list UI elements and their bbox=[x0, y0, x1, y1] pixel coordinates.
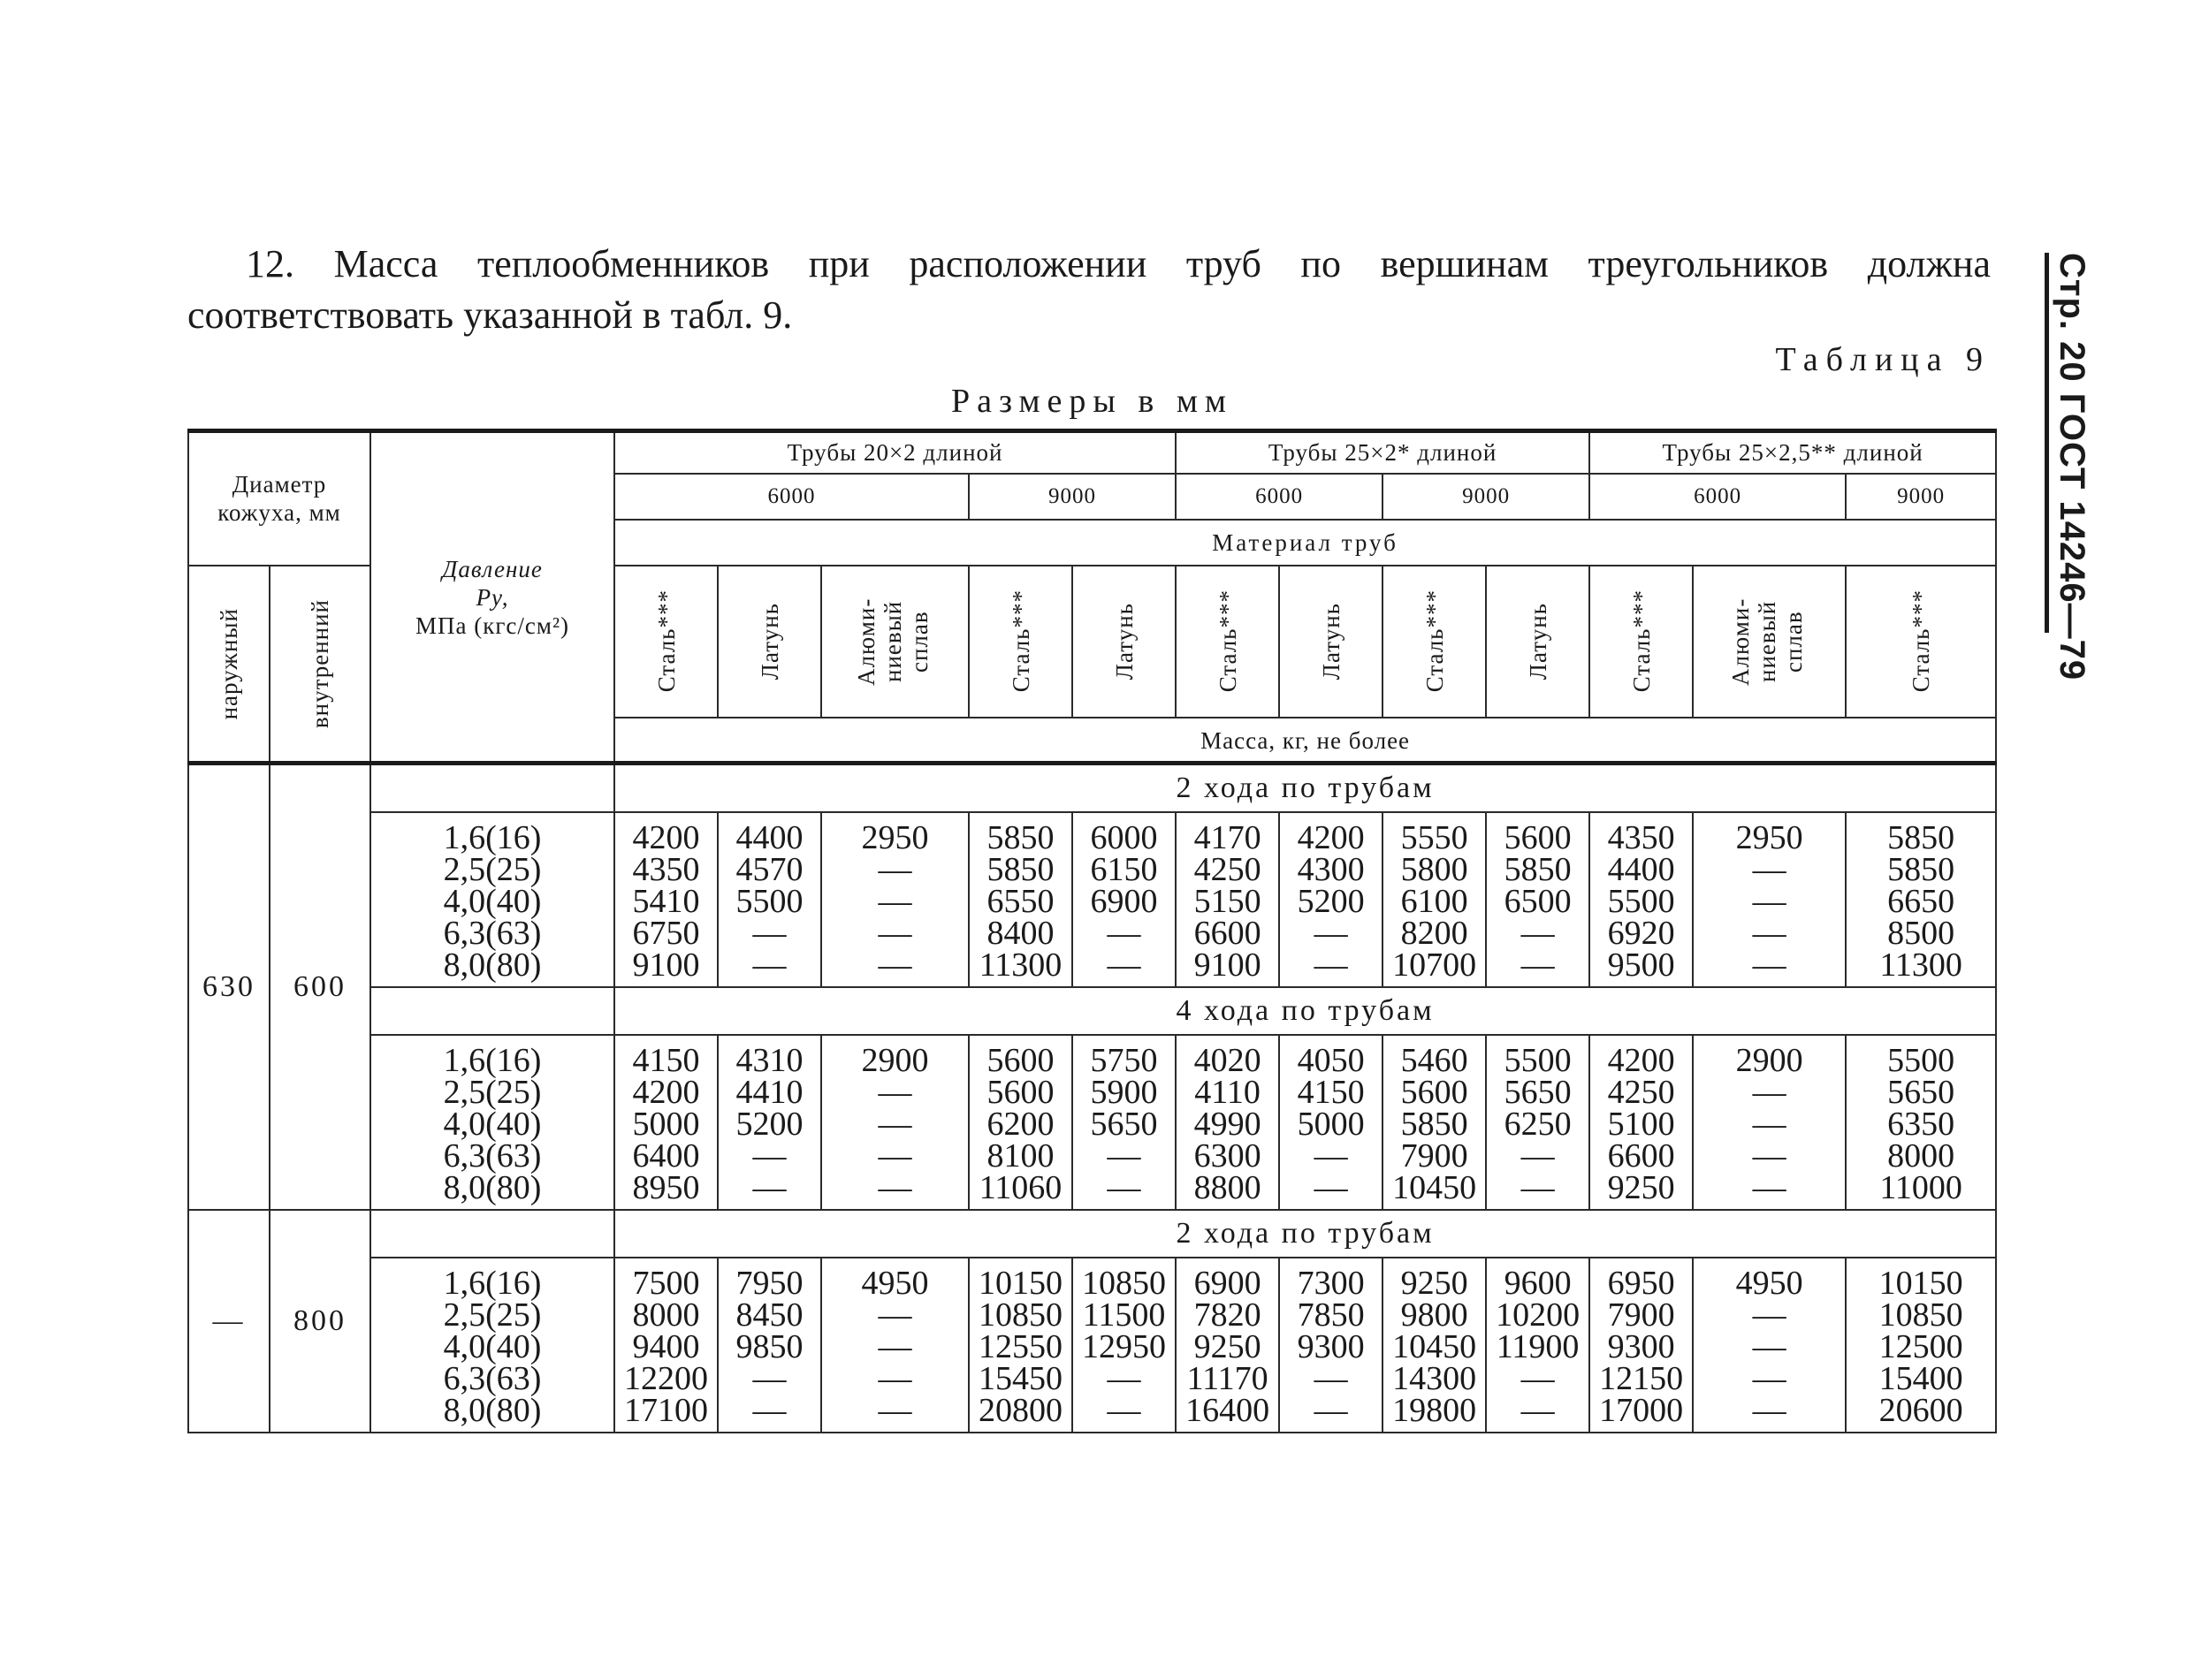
mass-value: — bbox=[1520, 1169, 1555, 1206]
mass-value: 5410 bbox=[632, 883, 700, 920]
pressure-values bbox=[370, 1035, 614, 1210]
mass-value: 6900 bbox=[1193, 1265, 1261, 1302]
mass-value: 5600 bbox=[986, 1074, 1055, 1111]
pressure-value: 1,6(16) bbox=[443, 1265, 542, 1302]
mass-value: 6900 bbox=[1090, 883, 1158, 920]
mass-value: — bbox=[878, 883, 912, 920]
mass-column bbox=[1486, 1258, 1589, 1433]
mass-value: 11300 bbox=[1879, 946, 1962, 984]
pressure-value: 8,0(80) bbox=[443, 1392, 542, 1429]
mass-value: 6750 bbox=[632, 915, 700, 952]
mass-value: 7900 bbox=[1607, 1296, 1675, 1334]
mass-column bbox=[718, 1035, 821, 1210]
mass-value: 4410 bbox=[735, 1074, 804, 1111]
mass-value: — bbox=[752, 915, 787, 952]
mass-value: 9300 bbox=[1297, 1328, 1365, 1365]
mass-value: 6250 bbox=[1504, 1106, 1572, 1143]
mass-value: — bbox=[1752, 1392, 1786, 1429]
mass-value: 5850 bbox=[1887, 819, 1955, 856]
mass-value: 10700 bbox=[1392, 946, 1477, 984]
pressure-value: 2,5(25) bbox=[443, 1296, 542, 1334]
mass-column bbox=[821, 1035, 969, 1210]
mass-value: 8100 bbox=[986, 1137, 1055, 1174]
mass-value: 9600 bbox=[1504, 1265, 1572, 1302]
inner-diameter: 800 bbox=[270, 1210, 370, 1433]
mass-column bbox=[1589, 1258, 1693, 1433]
mass-value: — bbox=[878, 1392, 912, 1429]
mass-value: 6200 bbox=[986, 1106, 1055, 1143]
mass-column bbox=[1846, 812, 1996, 987]
pressure-values bbox=[370, 1258, 614, 1433]
mass-value: — bbox=[878, 1360, 912, 1397]
mass-column bbox=[1693, 1035, 1846, 1210]
pressure-value: 6,3(63) bbox=[443, 915, 542, 952]
mass-value: 5650 bbox=[1887, 1074, 1955, 1111]
mass-value: 4200 bbox=[1297, 819, 1365, 856]
len-header: 6000 bbox=[1176, 474, 1383, 520]
mass-column bbox=[1072, 812, 1176, 987]
mass-value: 2950 bbox=[1735, 819, 1803, 856]
mass-value: — bbox=[1752, 1296, 1786, 1334]
mass-column bbox=[1846, 1035, 1996, 1210]
mass-value: 9250 bbox=[1607, 1169, 1675, 1206]
mass-value: 5550 bbox=[1400, 819, 1468, 856]
mass-value: — bbox=[1107, 1169, 1141, 1206]
mass-column bbox=[1279, 1258, 1383, 1433]
mass-value: — bbox=[1107, 1392, 1141, 1429]
mass-value: 9400 bbox=[632, 1328, 700, 1365]
mass-value: — bbox=[1520, 1392, 1555, 1429]
mass-value: 4350 bbox=[1607, 819, 1675, 856]
material-steel: Сталь*** bbox=[1908, 589, 1935, 693]
mass-value: 10450 bbox=[1392, 1328, 1477, 1365]
mass-value: 4310 bbox=[735, 1042, 804, 1079]
material-steel: Сталь*** bbox=[1627, 589, 1655, 693]
mass-value: 9800 bbox=[1400, 1296, 1468, 1334]
mass-value: 4570 bbox=[735, 851, 804, 888]
mass-value: 11900 bbox=[1496, 1328, 1580, 1365]
mass-column bbox=[969, 1258, 1072, 1433]
material-header: Материал труб bbox=[614, 520, 1996, 566]
mass-value: 10200 bbox=[1496, 1296, 1581, 1334]
mass-value: 4200 bbox=[632, 819, 700, 856]
mass-value: 8800 bbox=[1193, 1169, 1261, 1206]
pressure-value: 2,5(25) bbox=[443, 1074, 542, 1111]
mass-value: 6650 bbox=[1887, 883, 1955, 920]
mass-value: — bbox=[1752, 1360, 1786, 1397]
mass-value: 9100 bbox=[1193, 946, 1261, 984]
mass-value: 8000 bbox=[632, 1296, 700, 1334]
mass-value: 5800 bbox=[1400, 851, 1468, 888]
mass-value: 5850 bbox=[1504, 851, 1572, 888]
mass-value: 9250 bbox=[1193, 1328, 1261, 1365]
mass-value: — bbox=[1314, 915, 1348, 952]
mass-value: 12500 bbox=[1878, 1328, 1963, 1365]
inner-diameter: 600 bbox=[270, 764, 370, 1211]
mass-value: 20600 bbox=[1878, 1392, 1963, 1429]
mass-value: 4400 bbox=[1607, 851, 1675, 888]
mass-value: 15450 bbox=[979, 1360, 1063, 1397]
mass-value: — bbox=[878, 1296, 912, 1334]
mass-value: — bbox=[1752, 946, 1786, 984]
len-header: 9000 bbox=[1383, 474, 1589, 520]
pressure-value: 4,0(40) bbox=[443, 1328, 542, 1365]
mass-value: 4250 bbox=[1607, 1074, 1675, 1111]
mass-value: 4400 bbox=[735, 819, 804, 856]
pressure-value: 1,6(16) bbox=[443, 1042, 542, 1079]
mass-value: 5500 bbox=[1887, 1042, 1955, 1079]
material-brass: Латунь bbox=[1524, 602, 1551, 680]
material-brass: Латунь bbox=[1110, 602, 1138, 680]
outer-header-cell bbox=[188, 566, 270, 764]
mass-value: 4170 bbox=[1193, 819, 1261, 856]
mass-value: — bbox=[1752, 1328, 1786, 1365]
mass-column bbox=[1486, 1035, 1589, 1210]
mass-value: 19800 bbox=[1392, 1392, 1477, 1429]
mass-value: — bbox=[1314, 1169, 1348, 1206]
mass-value: 5500 bbox=[1504, 1042, 1572, 1079]
material-steel: Сталь*** bbox=[1214, 589, 1241, 693]
mass-value: 10450 bbox=[1392, 1169, 1477, 1206]
section-title: 4 хода по трубам bbox=[614, 987, 1996, 1035]
mass-value: 10850 bbox=[979, 1296, 1063, 1334]
mass-value: 8450 bbox=[735, 1296, 804, 1334]
mass-value: 9500 bbox=[1607, 946, 1675, 984]
mass-value: 17000 bbox=[1599, 1392, 1684, 1429]
mass-value: — bbox=[878, 1074, 912, 1111]
mass-column bbox=[1486, 812, 1589, 987]
mass-value: — bbox=[878, 946, 912, 984]
mass-value: — bbox=[752, 1392, 787, 1429]
mass-column bbox=[614, 1258, 718, 1433]
mass-column bbox=[1693, 812, 1846, 987]
mass-value: — bbox=[878, 1169, 912, 1206]
mass-value: 5150 bbox=[1193, 883, 1261, 920]
mass-value: — bbox=[1752, 915, 1786, 952]
mass-value: — bbox=[1752, 1106, 1786, 1143]
inner-header: внутренний bbox=[307, 598, 333, 728]
mass-header: Масса, кг, не более bbox=[614, 718, 1996, 764]
mass-value: 12550 bbox=[979, 1328, 1063, 1365]
material-brass: Латунь bbox=[1317, 602, 1344, 680]
mass-value: 12200 bbox=[624, 1360, 709, 1397]
mass-value: 5900 bbox=[1090, 1074, 1158, 1111]
mass-value: 5000 bbox=[1297, 1106, 1365, 1143]
len-header: 9000 bbox=[969, 474, 1176, 520]
mass-value: 17100 bbox=[624, 1392, 709, 1429]
outer-diameter: 630 bbox=[188, 764, 270, 1211]
mass-column bbox=[969, 1035, 1072, 1210]
mass-value: 5600 bbox=[1504, 819, 1572, 856]
mass-value: 5750 bbox=[1090, 1042, 1158, 1079]
mass-value: 9300 bbox=[1607, 1328, 1675, 1365]
mass-value: 6300 bbox=[1193, 1137, 1261, 1174]
table-units: Размеры в мм bbox=[951, 383, 1233, 420]
mass-value: 5500 bbox=[735, 883, 804, 920]
material-steel: Сталь*** bbox=[1007, 589, 1034, 693]
mass-value: 4200 bbox=[632, 1074, 700, 1111]
mass-value: — bbox=[752, 1169, 787, 1206]
mass-value: 6950 bbox=[1607, 1265, 1675, 1302]
mass-value: — bbox=[1314, 946, 1348, 984]
len-header: 6000 bbox=[614, 474, 969, 520]
mass-value: — bbox=[1314, 1392, 1348, 1429]
mass-value: 5600 bbox=[986, 1042, 1055, 1079]
mass-table bbox=[187, 429, 1997, 1433]
paragraph-number: 12. bbox=[246, 242, 294, 285]
mass-value: 11000 bbox=[1879, 1169, 1962, 1206]
mass-value: 7900 bbox=[1400, 1137, 1468, 1174]
mass-value: 2900 bbox=[861, 1042, 929, 1079]
section-title: 2 хода по трубам bbox=[614, 1210, 1996, 1258]
mass-value: 4250 bbox=[1193, 851, 1261, 888]
mass-column bbox=[1279, 1035, 1383, 1210]
mass-column bbox=[1693, 1258, 1846, 1433]
mass-value: 6500 bbox=[1504, 883, 1572, 920]
pressure-value: 4,0(40) bbox=[443, 883, 542, 920]
mass-value: 8200 bbox=[1400, 915, 1468, 952]
mass-value: 4350 bbox=[632, 851, 700, 888]
mass-column bbox=[1383, 1035, 1486, 1210]
mass-value: 6350 bbox=[1887, 1106, 1955, 1143]
mass-column bbox=[1072, 1258, 1176, 1433]
mass-column bbox=[969, 812, 1072, 987]
mass-value: 12150 bbox=[1599, 1360, 1684, 1397]
mass-value: 4150 bbox=[1297, 1074, 1365, 1111]
mass-value: — bbox=[1314, 1360, 1348, 1397]
mass-column bbox=[1589, 812, 1693, 987]
mass-value: 9850 bbox=[735, 1328, 804, 1365]
group-tubes-25x25: Трубы 25×2,5** длиной bbox=[1589, 431, 1996, 474]
mass-column bbox=[1176, 812, 1279, 987]
mass-value: 10150 bbox=[979, 1265, 1063, 1302]
mass-value: — bbox=[1107, 1137, 1141, 1174]
mass-value: 5460 bbox=[1400, 1042, 1468, 1079]
mass-value: 5850 bbox=[1400, 1106, 1468, 1143]
mass-value: 9100 bbox=[632, 946, 700, 984]
intro-paragraph bbox=[187, 239, 1991, 341]
mass-value: — bbox=[1752, 851, 1786, 888]
mass-column bbox=[821, 812, 969, 987]
mass-value: 11170 bbox=[1186, 1360, 1268, 1397]
mass-value: 4200 bbox=[1607, 1042, 1675, 1079]
group-tubes-20x2: Трубы 20×2 длиной bbox=[614, 431, 1176, 474]
mass-value: 10850 bbox=[1082, 1265, 1167, 1302]
mass-value: 8000 bbox=[1887, 1137, 1955, 1174]
running-header bbox=[2033, 253, 2104, 681]
mass-column bbox=[1846, 1258, 1996, 1433]
mass-value: 12950 bbox=[1082, 1328, 1167, 1365]
mass-value: — bbox=[752, 1137, 787, 1174]
mass-column bbox=[821, 1258, 969, 1433]
mass-value: 5850 bbox=[1887, 851, 1955, 888]
mass-value: — bbox=[1752, 883, 1786, 920]
mass-value: 7500 bbox=[632, 1265, 700, 1302]
material-aluminium: Алюми-ниевый сплав bbox=[852, 597, 933, 686]
mass-value: — bbox=[1107, 1360, 1141, 1397]
mass-column bbox=[1383, 812, 1486, 987]
mass-value: 5100 bbox=[1607, 1106, 1675, 1143]
mass-value: — bbox=[878, 915, 912, 952]
table-title: Таблица 9 bbox=[1775, 341, 1991, 378]
mass-value: — bbox=[1752, 1074, 1786, 1111]
outer-diameter: — bbox=[188, 1210, 270, 1433]
mass-value: 4110 bbox=[1194, 1074, 1261, 1111]
mass-value: 16400 bbox=[1185, 1392, 1270, 1429]
pressure-value: 6,3(63) bbox=[443, 1360, 542, 1397]
mass-value: 15400 bbox=[1878, 1360, 1963, 1397]
mass-value: — bbox=[1520, 915, 1555, 952]
mass-column bbox=[1279, 812, 1383, 987]
mass-column bbox=[1176, 1035, 1279, 1210]
mass-value: 6600 bbox=[1193, 915, 1261, 952]
outer-header: наружный bbox=[216, 607, 242, 719]
mass-column bbox=[1589, 1035, 1693, 1210]
mass-value: — bbox=[878, 1137, 912, 1174]
mass-value: 9250 bbox=[1400, 1265, 1468, 1302]
material-steel: Сталь*** bbox=[652, 589, 680, 693]
mass-value: — bbox=[1107, 946, 1141, 984]
mass-value: — bbox=[878, 851, 912, 888]
mass-value: 7300 bbox=[1297, 1265, 1365, 1302]
pressure-value: 1,6(16) bbox=[443, 819, 542, 856]
material-steel: Сталь*** bbox=[1421, 589, 1448, 693]
mass-column bbox=[1176, 1258, 1279, 1433]
pressure-value: 8,0(80) bbox=[443, 946, 542, 984]
mass-value: 6550 bbox=[986, 883, 1055, 920]
mass-column bbox=[614, 812, 718, 987]
mass-value: 8500 bbox=[1887, 915, 1955, 952]
mass-value: 4990 bbox=[1193, 1106, 1261, 1143]
mass-value: 5850 bbox=[986, 819, 1055, 856]
pressure-value: 4,0(40) bbox=[443, 1106, 542, 1143]
diameter-header: Диаметр кожуха, мм bbox=[188, 431, 370, 566]
mass-value: 5200 bbox=[1297, 883, 1365, 920]
mass-value: — bbox=[878, 1106, 912, 1143]
mass-column bbox=[1072, 1035, 1176, 1210]
mass-value: 4950 bbox=[1735, 1265, 1803, 1302]
mass-value: 5200 bbox=[735, 1106, 804, 1143]
inner-header-cell bbox=[270, 566, 370, 764]
mass-value: 5000 bbox=[632, 1106, 700, 1143]
mass-value: 4050 bbox=[1297, 1042, 1365, 1079]
mass-value: 4020 bbox=[1193, 1042, 1261, 1079]
mass-value: 4300 bbox=[1297, 851, 1365, 888]
mass-value: 11060 bbox=[979, 1169, 1063, 1206]
mass-value: — bbox=[1520, 1360, 1555, 1397]
mass-value: — bbox=[1752, 1169, 1786, 1206]
group-tubes-25x2: Трубы 25×2* длиной bbox=[1176, 431, 1589, 474]
mass-value: 6150 bbox=[1090, 851, 1158, 888]
mass-column bbox=[718, 812, 821, 987]
mass-value: 8400 bbox=[986, 915, 1055, 952]
mass-value: 5500 bbox=[1607, 883, 1675, 920]
mass-value: — bbox=[752, 946, 787, 984]
mass-value: 5600 bbox=[1400, 1074, 1468, 1111]
mass-column bbox=[614, 1035, 718, 1210]
pressure-value: 2,5(25) bbox=[443, 851, 542, 888]
mass-value: 14300 bbox=[1392, 1360, 1477, 1397]
mass-value: 11500 bbox=[1082, 1296, 1166, 1334]
mass-value: 5650 bbox=[1504, 1074, 1572, 1111]
mass-value: 10150 bbox=[1878, 1265, 1963, 1302]
mass-value: — bbox=[1314, 1137, 1348, 1174]
mass-value: 4950 bbox=[861, 1265, 929, 1302]
mass-value: 6920 bbox=[1607, 915, 1675, 952]
mass-value: 5650 bbox=[1090, 1106, 1158, 1143]
mass-value: 6400 bbox=[632, 1137, 700, 1174]
material-aluminium: Алюми-ниевый сплав bbox=[1726, 597, 1807, 686]
mass-value: 2900 bbox=[1735, 1042, 1803, 1079]
mass-value: 10850 bbox=[1878, 1296, 1963, 1334]
mass-value: 6600 bbox=[1607, 1137, 1675, 1174]
mass-column bbox=[1383, 1258, 1486, 1433]
mass-value: — bbox=[1107, 915, 1141, 952]
mass-value: 7950 bbox=[735, 1265, 804, 1302]
mass-value: — bbox=[878, 1328, 912, 1365]
mass-value: 7850 bbox=[1297, 1296, 1365, 1334]
mass-value: — bbox=[1520, 1137, 1555, 1174]
mass-value: 6100 bbox=[1400, 883, 1468, 920]
pressure-values bbox=[370, 812, 614, 987]
pressure-value: 8,0(80) bbox=[443, 1169, 542, 1206]
mass-value: 11300 bbox=[979, 946, 1063, 984]
mass-value: 2950 bbox=[861, 819, 929, 856]
mass-value: 5850 bbox=[986, 851, 1055, 888]
running-header-text: Стр. 20 ГОСТ 14246—79 bbox=[2053, 253, 2091, 681]
mass-value: 6000 bbox=[1090, 819, 1158, 856]
mass-value: 4150 bbox=[632, 1042, 700, 1079]
mass-column bbox=[718, 1258, 821, 1433]
pressure-header: Давление Pу, МПа (кгс/см²) bbox=[370, 431, 614, 764]
len-header: 9000 bbox=[1846, 474, 1996, 520]
paragraph-text: Масса теплообменников при расположении труб по вершинам треугольников должна соответствовать указанной в табл. 9. bbox=[187, 242, 1991, 337]
mass-value: — bbox=[752, 1360, 787, 1397]
mass-value: 8950 bbox=[632, 1169, 700, 1206]
mass-value: — bbox=[1752, 1137, 1786, 1174]
pressure-value: 6,3(63) bbox=[443, 1137, 542, 1174]
len-header: 6000 bbox=[1589, 474, 1846, 520]
mass-value: — bbox=[1520, 946, 1555, 984]
material-brass: Латунь bbox=[756, 602, 783, 680]
mass-value: 7820 bbox=[1193, 1296, 1261, 1334]
mass-value: 20800 bbox=[979, 1392, 1063, 1429]
section-title: 2 хода по трубам bbox=[614, 764, 1996, 813]
